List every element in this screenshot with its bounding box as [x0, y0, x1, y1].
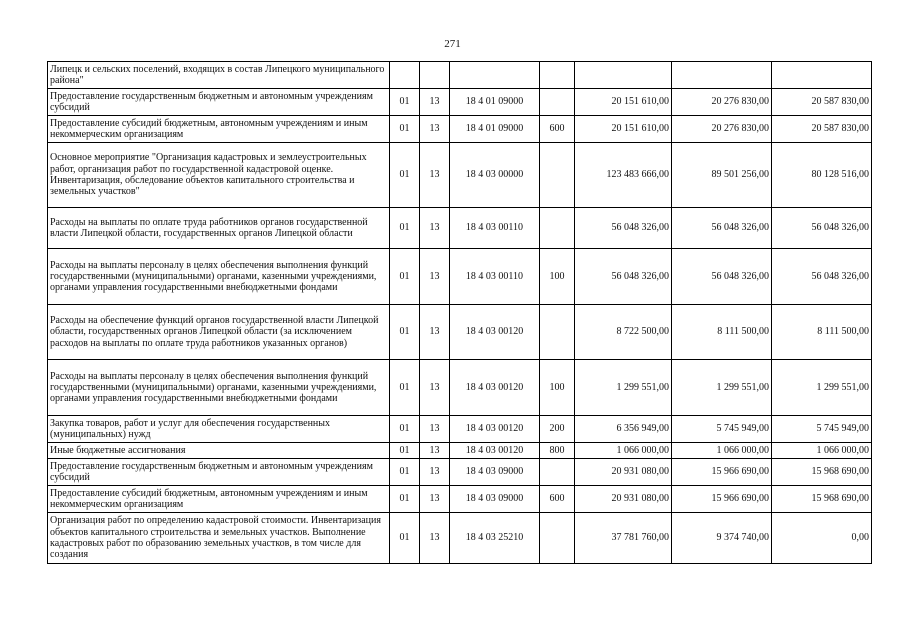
row-name-cell: Организация работ по определению кадастровой стоимости. Инвентаризация объектов капитального строительства и земельных участков. Выполнение кадастровых работ по образованию земельных участков, в том числе для создания: [48, 513, 390, 564]
target-article-cell: 18 4 03 09000: [450, 486, 540, 513]
expense-type-cell: [540, 459, 575, 486]
table-row: [48, 62, 872, 89]
table-row: [48, 89, 872, 116]
row-name-cell: Расходы на обеспечение функций органов государственной власти Липецкой области, государственных органов Липецкой области (за исключением расходов на выплаты по оплате труда работников указанных органов): [48, 305, 390, 360]
amount-year1-cell: 20 151 610,00: [575, 89, 672, 116]
page-number: 271: [444, 38, 461, 50]
target-article-cell: 18 4 01 09000: [450, 116, 540, 143]
target-article-cell: 18 4 03 00000: [450, 143, 540, 208]
amount-year1-cell: 56 048 326,00: [575, 249, 672, 305]
target-article-cell: 18 4 03 00120: [450, 305, 540, 360]
target-article-cell: [450, 62, 540, 89]
amount-year3-cell: 56 048 326,00: [772, 208, 872, 249]
table-row: [48, 116, 872, 143]
section-code-cell: 01: [390, 305, 420, 360]
table-row: [48, 486, 872, 513]
subsection-code-cell: [420, 62, 450, 89]
section-code-cell: 01: [390, 443, 420, 459]
amount-year1-cell: 37 781 760,00: [575, 513, 672, 564]
amount-year1-cell: [575, 62, 672, 89]
subsection-code-cell: 13: [420, 143, 450, 208]
expense-type-cell: 200: [540, 416, 575, 443]
amount-year3-cell: 15 968 690,00: [772, 486, 872, 513]
expense-type-cell: 100: [540, 360, 575, 416]
subsection-code-cell: 13: [420, 459, 450, 486]
subsection-code-cell: 13: [420, 360, 450, 416]
amount-year1-cell: 56 048 326,00: [575, 208, 672, 249]
amount-year1-cell: 1 066 000,00: [575, 443, 672, 459]
row-name-cell: Расходы на выплаты персоналу в целях обеспечения выполнения функций государственными (муниципальными) органами, казенными учреждениями, органами управления государственными внебюджетными фондами: [48, 249, 390, 305]
target-article-cell: 18 4 03 00110: [450, 249, 540, 305]
amount-year2-cell: 56 048 326,00: [672, 249, 772, 305]
section-code-cell: 01: [390, 208, 420, 249]
expense-type-cell: 600: [540, 116, 575, 143]
row-name-cell: Липецк и сельских поселений, входящих в состав Липецкого муниципального района": [48, 62, 390, 89]
amount-year1-cell: 123 483 666,00: [575, 143, 672, 208]
expense-type-cell: 100: [540, 249, 575, 305]
amount-year2-cell: 15 966 690,00: [672, 486, 772, 513]
target-article-cell: 18 4 01 09000: [450, 89, 540, 116]
expense-type-cell: [540, 208, 575, 249]
amount-year1-cell: 8 722 500,00: [575, 305, 672, 360]
row-name-cell: Предоставление субсидий бюджетным, автономным учреждениям и иным некоммерческим организациям: [48, 486, 390, 513]
table-row: [48, 208, 872, 249]
amount-year2-cell: [672, 62, 772, 89]
row-name-cell: Предоставление субсидий бюджетным, автономным учреждениям и иным некоммерческим организациям: [48, 116, 390, 143]
row-name-cell: Расходы на выплаты по оплате труда работников органов государственной власти Липецкой области, государственных органов Липецкой области: [48, 208, 390, 249]
section-code-cell: 01: [390, 143, 420, 208]
amount-year2-cell: 15 966 690,00: [672, 459, 772, 486]
expense-type-cell: [540, 513, 575, 564]
amount-year3-cell: 20 587 830,00: [772, 116, 872, 143]
amount-year3-cell: 5 745 949,00: [772, 416, 872, 443]
target-article-cell: 18 4 03 00120: [450, 443, 540, 459]
table-row: [48, 513, 872, 564]
section-code-cell: 01: [390, 513, 420, 564]
subsection-code-cell: 13: [420, 443, 450, 459]
expense-type-cell: [540, 62, 575, 89]
table-row: [48, 459, 872, 486]
row-name-cell: Расходы на выплаты персоналу в целях обеспечения выполнения функций государственными (муниципальными) органами, казенными учреждениями, органами управления государственными внебюджетными фондами: [48, 360, 390, 416]
amount-year3-cell: 20 587 830,00: [772, 89, 872, 116]
amount-year2-cell: 56 048 326,00: [672, 208, 772, 249]
amount-year1-cell: 20 931 080,00: [575, 459, 672, 486]
expense-type-cell: 600: [540, 486, 575, 513]
subsection-code-cell: 13: [420, 305, 450, 360]
subsection-code-cell: 13: [420, 116, 450, 143]
expense-type-cell: [540, 143, 575, 208]
table-row: [48, 360, 872, 416]
amount-year3-cell: 1 066 000,00: [772, 443, 872, 459]
subsection-code-cell: 13: [420, 416, 450, 443]
section-code-cell: 01: [390, 116, 420, 143]
expense-type-cell: [540, 305, 575, 360]
amount-year2-cell: 20 276 830,00: [672, 116, 772, 143]
target-article-cell: 18 4 03 00110: [450, 208, 540, 249]
amount-year2-cell: 5 745 949,00: [672, 416, 772, 443]
subsection-code-cell: 13: [420, 249, 450, 305]
table-row: [48, 416, 872, 443]
amount-year1-cell: 20 151 610,00: [575, 116, 672, 143]
amount-year1-cell: 1 299 551,00: [575, 360, 672, 416]
subsection-code-cell: 13: [420, 208, 450, 249]
target-article-cell: 18 4 03 00120: [450, 416, 540, 443]
section-code-cell: [390, 62, 420, 89]
amount-year3-cell: [772, 62, 872, 89]
table-row: [48, 443, 872, 459]
section-code-cell: 01: [390, 486, 420, 513]
row-name-cell: Иные бюджетные ассигнования: [48, 443, 390, 459]
target-article-cell: 18 4 03 25210: [450, 513, 540, 564]
budget-table: [47, 61, 872, 564]
target-article-cell: 18 4 03 00120: [450, 360, 540, 416]
expense-type-cell: [540, 89, 575, 116]
amount-year2-cell: 9 374 740,00: [672, 513, 772, 564]
section-code-cell: 01: [390, 416, 420, 443]
amount-year2-cell: 20 276 830,00: [672, 89, 772, 116]
table-row: [48, 305, 872, 360]
amount-year3-cell: 8 111 500,00: [772, 305, 872, 360]
amount-year2-cell: 1 299 551,00: [672, 360, 772, 416]
subsection-code-cell: 13: [420, 89, 450, 116]
amount-year2-cell: 1 066 000,00: [672, 443, 772, 459]
amount-year3-cell: 1 299 551,00: [772, 360, 872, 416]
table-row: [48, 249, 872, 305]
subsection-code-cell: 13: [420, 513, 450, 564]
expense-type-cell: 800: [540, 443, 575, 459]
table-row: [48, 143, 872, 208]
amount-year2-cell: 89 501 256,00: [672, 143, 772, 208]
amount-year3-cell: 56 048 326,00: [772, 249, 872, 305]
subsection-code-cell: 13: [420, 486, 450, 513]
row-name-cell: Предоставление государственным бюджетным и автономным учреждениям субсидий: [48, 89, 390, 116]
amount-year1-cell: 6 356 949,00: [575, 416, 672, 443]
amount-year1-cell: 20 931 080,00: [575, 486, 672, 513]
section-code-cell: 01: [390, 249, 420, 305]
section-code-cell: 01: [390, 89, 420, 116]
section-code-cell: 01: [390, 459, 420, 486]
target-article-cell: 18 4 03 09000: [450, 459, 540, 486]
table-body: [48, 62, 872, 564]
row-name-cell: Предоставление государственным бюджетным и автономным учреждениям субсидий: [48, 459, 390, 486]
amount-year2-cell: 8 111 500,00: [672, 305, 772, 360]
amount-year3-cell: 80 128 516,00: [772, 143, 872, 208]
amount-year3-cell: 15 968 690,00: [772, 459, 872, 486]
row-name-cell: Основное мероприятие "Организация кадастровых и землеустроительных работ, организация работ по государственной кадастровой оценке. Инвентаризация, обследование объектов капитального строительства и земельных участков": [48, 143, 390, 208]
amount-year3-cell: 0,00: [772, 513, 872, 564]
section-code-cell: 01: [390, 360, 420, 416]
row-name-cell: Закупка товаров, работ и услуг для обеспечения государственных (муниципальных) нужд: [48, 416, 390, 443]
